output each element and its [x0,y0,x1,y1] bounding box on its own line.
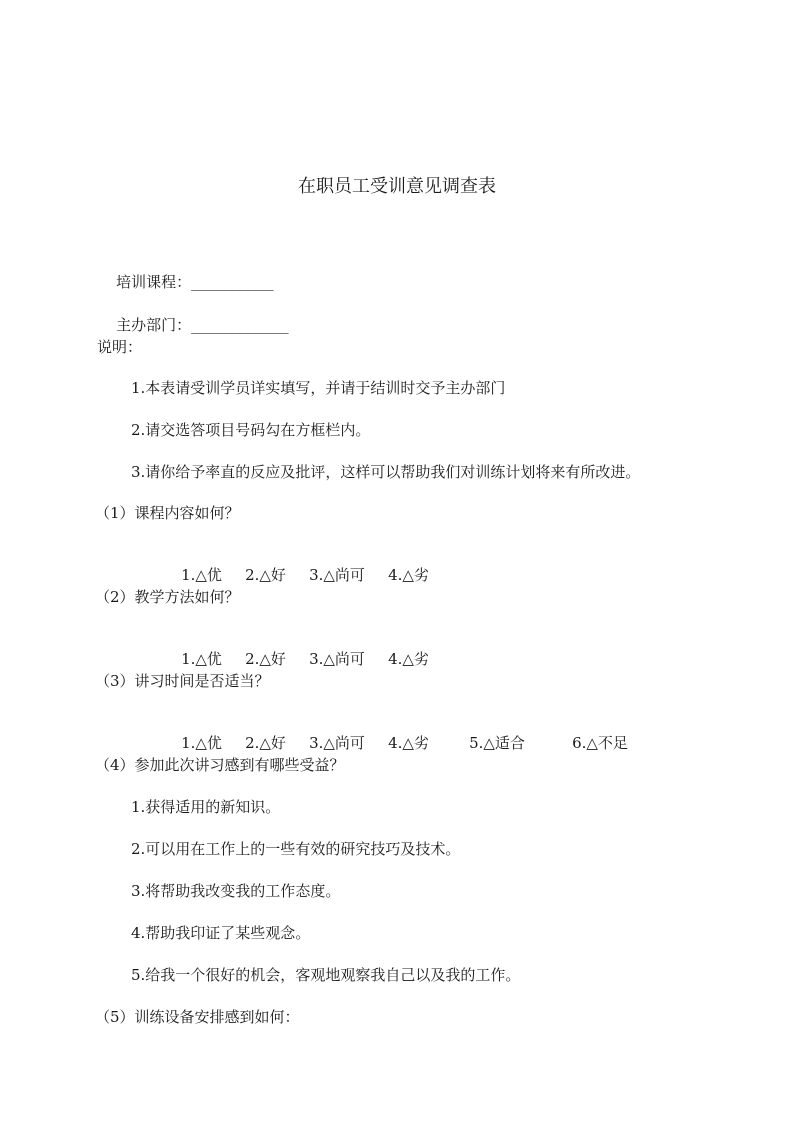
option: 3.△尚可 [309,734,365,752]
document-title: 在职员工受训意见调查表 [298,176,496,197]
notes-label: 说明： [97,338,143,356]
instruction-2: 2.请交选答项目号码勾在方框栏内。 [131,421,371,439]
option: 4.△劣 [388,650,429,668]
benefit-item-3: 3.将帮助我改变我的工作态度。 [131,882,341,900]
instruction-3: 3.请你给予率直的反应及批评，这样可以帮助我们对训练计划将来有所改进。 [131,463,641,481]
option: 3.△尚可 [309,650,365,668]
instruction-1: 1.本表请受训学员详实填写，并请于结训时交予主办部门 [131,379,506,397]
option: 2.△好 [245,734,286,752]
question-4-label: （4）参加此次讲习感到有哪些受益？ [95,756,345,774]
question-3-label: （3）讲习时间是否适当？ [95,672,270,690]
option: 1.△优 [181,566,222,584]
option: 4.△劣 [388,734,429,752]
question-2-label: （2）教学方法如何？ [95,588,240,606]
question-5-label: （5）训练设备安排感到如何： [95,1008,300,1026]
option: 2.△好 [245,566,286,584]
field-label: 主办部门： [116,316,192,334]
question-1-label: （1）课程内容如何？ [95,504,240,522]
field-blank: _____________ [191,316,289,334]
benefit-item-1: 1.获得适用的新知识。 [131,798,281,816]
option: 6.△不足 [572,734,628,752]
option: 5.△适合 [469,734,525,752]
field-label: 培训课程： [116,273,192,291]
option: 4.△劣 [388,566,429,584]
option: 1.△优 [181,650,222,668]
benefit-item-4: 4.帮助我印证了某些观念。 [131,924,311,942]
option: 1.△优 [181,734,222,752]
option: 3.△尚可 [309,566,365,584]
option: 2.△好 [245,650,286,668]
benefit-item-5: 5.给我一个很好的机会，客观地观察我自己以及我的工作。 [131,966,521,984]
field-blank: ___________ [191,273,274,291]
benefit-item-2: 2.可以用在工作上的一些有效的研究技巧及技术。 [131,840,461,858]
